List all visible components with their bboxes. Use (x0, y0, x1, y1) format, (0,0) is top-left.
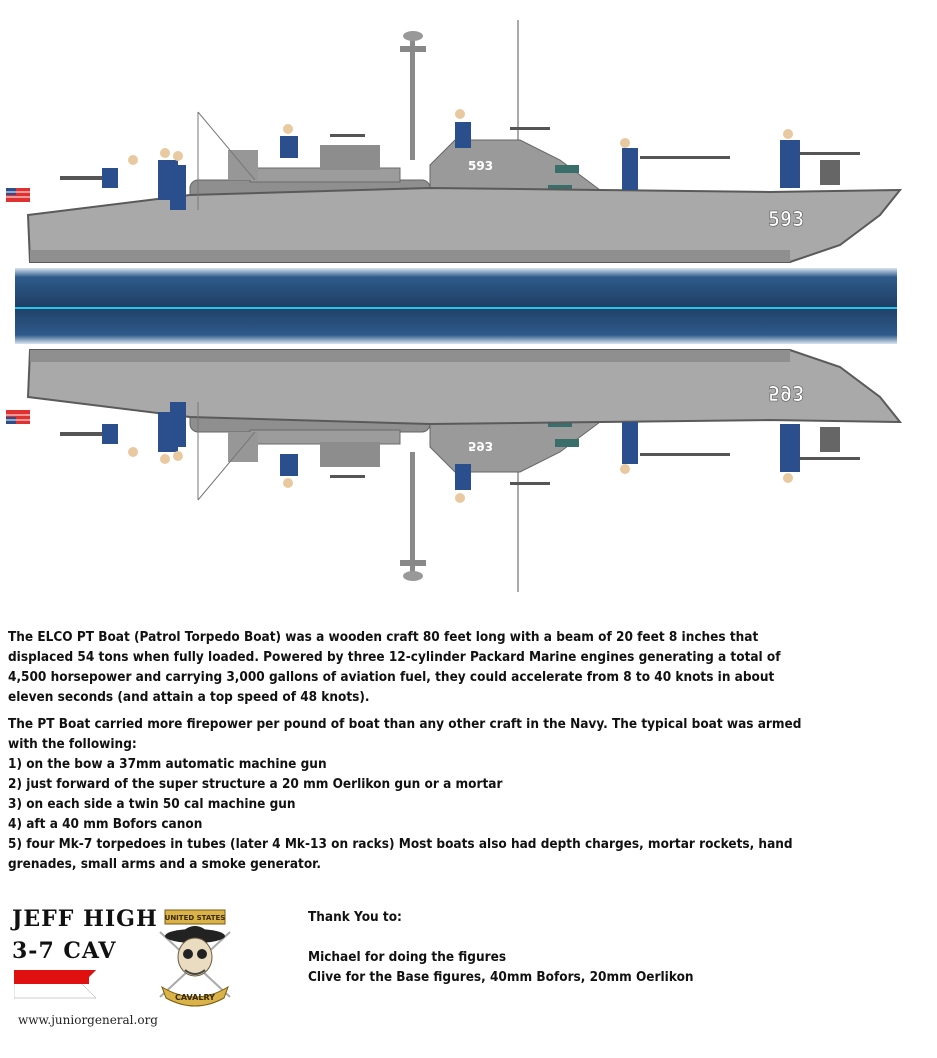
armament-item: 4) aft a 40 mm Bofors canon (8, 817, 203, 832)
description-line: with the following: (8, 737, 137, 752)
thanks-line: Clive for the Base figures, 40mm Bofors, 20mm Oerlikon (308, 970, 694, 985)
thanks-line: Michael for doing the figures (308, 950, 507, 965)
author-unit: 3-7 CAV (12, 938, 117, 964)
boat-top-view (6, 20, 900, 262)
cavalry-guidon-icon (14, 970, 96, 1000)
description-line: The ELCO PT Boat (Patrol Torpedo Boat) was a wooden craft 80 feet long with a beam of 20 feet 8 inches that (8, 630, 759, 645)
armament-item: 5) four Mk-7 torpedoes in tubes (later 4 Mk-13 on racks) Most boats also had depth charges, mortar rockets, hand (8, 837, 793, 852)
emblem-banner-text: UNITED STATES (164, 914, 226, 922)
description-paragraph-1 (8, 628, 781, 708)
description-line: grenades, small arms and a smoke generator. (8, 857, 322, 872)
armament-item: 1) on the bow a 37mm automatic machine gun (8, 757, 327, 772)
description-line: displaced 54 tons when fully loaded. Powered by three 12-cylinder Packard Marine engines generating a total of (8, 650, 781, 665)
description-line: 4,500 horsepower and carrying 3,000 gallons of aviation fuel, they could accelerate from 8 to 40 knots in about (8, 670, 775, 685)
description-paragraph-2 (8, 715, 802, 875)
website-link[interactable]: www.juniorgeneral.org (18, 1013, 158, 1027)
cavalry-skull-emblem-icon (150, 902, 240, 1012)
armament-item: 3) on each side a twin 50 cal machine gun (8, 797, 296, 812)
author-name: JEFF HIGH (12, 906, 158, 932)
description-line: eleven seconds (and attain a top speed of 48 knots). (8, 690, 370, 705)
boat-mirror-view (6, 350, 900, 592)
description-line: The PT Boat carried more firepower per pound of boat than any other craft in the Navy. The typical boat was armed (8, 717, 802, 732)
water-base (15, 268, 897, 344)
armament-item: 2) just forward of the super structure a 20 mm Oerlikon gun or a mortar (8, 777, 503, 792)
thanks-title: Thank You to: (308, 910, 402, 925)
emblem-bottom-text: CAVALRY (175, 993, 215, 1002)
